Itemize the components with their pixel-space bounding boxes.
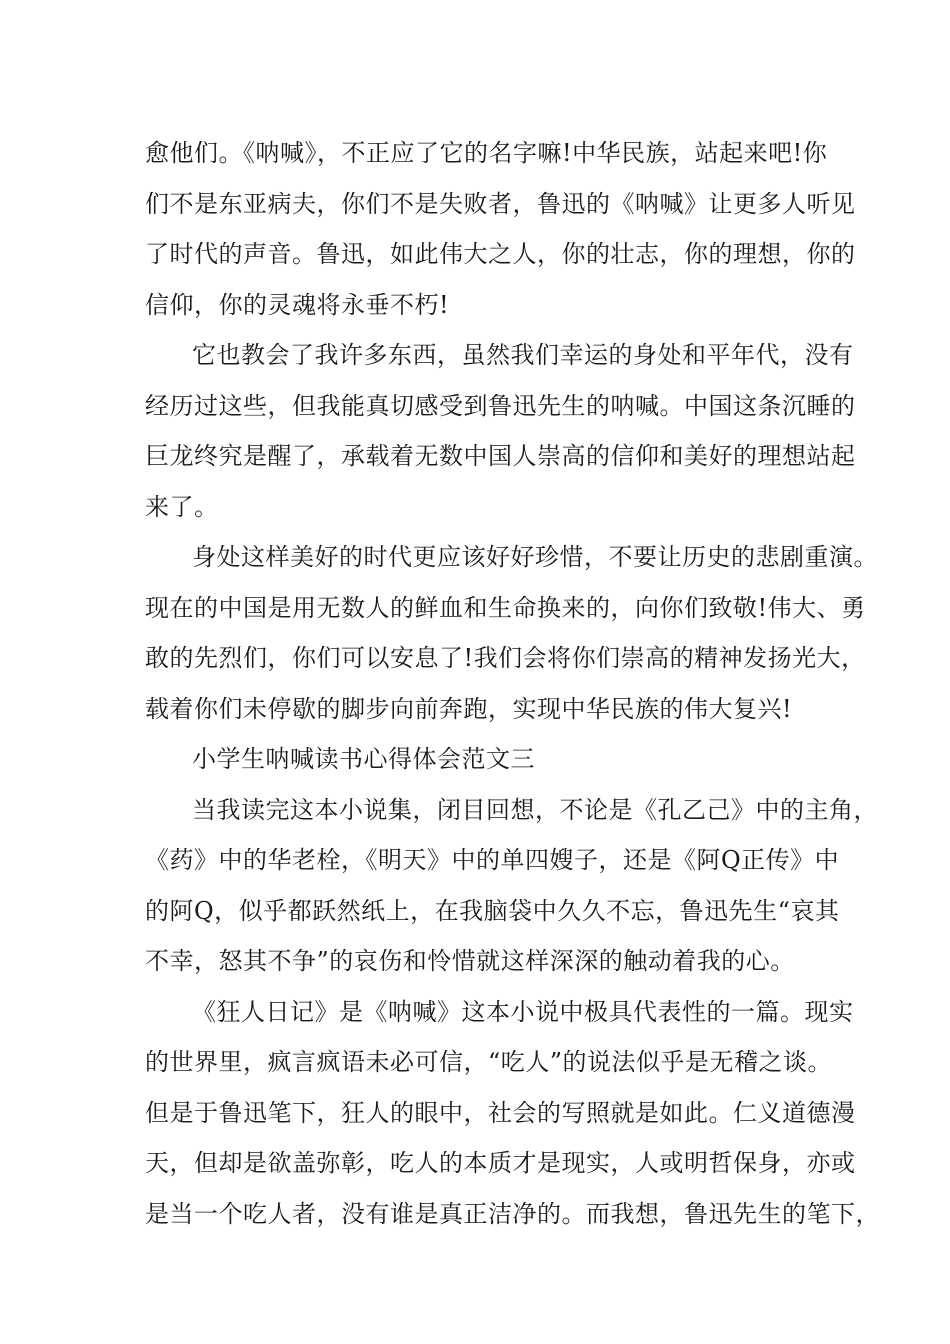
text-line: 天，但却是欲盖弥彰，吃人的本质才是现实，人或明哲保身，亦或 (145, 1149, 856, 1177)
text-line: 敢的先烈们，你们可以安息了!我们会将你们崇高的精神发扬光大， (145, 644, 866, 672)
text-line: 们不是东亚病夫，你们不是失败者，鲁迅的《呐喊》让更多人听见 (145, 189, 856, 218)
text-line: 它也教会了我许多东西，虽然我们幸运的身处和平年代，没有 (192, 341, 854, 369)
text-line: 现在的中国是用无数人的鲜血和生命换来的，向你们致敬!伟大、勇 (145, 593, 866, 622)
text-line: 但是于鲁迅笔下，狂人的眼中，社会的写照就是如此。仁义道德漫 (145, 1098, 856, 1127)
text-line: 载着你们未停歇的脚步向前奔跑，实现中华民族的伟大复兴! (145, 694, 793, 723)
text-line: 经历过这些，但我能真切感受到鲁迅先生的呐喊。中国这条沉睡的 (145, 391, 856, 420)
text-line: 愈他们。《呐喊》，不正应了它的名字嘛!中华民族，站起来吧!你 (145, 139, 828, 167)
text-line: 是当一个吃人者，没有谁是真正洁净的。而我想，鲁迅先生的笔下， (145, 1199, 880, 1228)
text-line: 当我读完这本小说集，闭目回想，不论是《孔乙己》中的主角， (192, 795, 878, 824)
body-text (145, 128, 880, 1239)
text-line: 来了。 (145, 492, 219, 521)
text-line: 巨龙终究是醒了，承载着无数中国人崇高的信仰和美好的理想站起 (145, 442, 856, 470)
text-line: 的世界里，疯言疯语未必可信，“吃人”的说法似乎是无稽之谈。 (145, 1048, 833, 1076)
text-line: 信仰，你的灵魂将永垂不朽! (145, 290, 450, 319)
text-line: 了时代的声音。鲁迅，如此伟大之人，你的壮志，你的理想，你的 (145, 240, 856, 268)
text-line: 《药》中的华老栓，《明天》中的单四嫂子，还是《阿Q正传》中 (145, 846, 840, 874)
text-line: 小学生呐喊读书心得体会范文三 (192, 745, 535, 773)
text-line: 的阿Q，似乎都跃然纸上，在我脑袋中久久不忘，鲁迅先生“哀其 (145, 896, 840, 925)
text-line: 不幸，怒其不争”的哀伤和怜惜就这样深深的触动着我的心。 (145, 947, 795, 975)
text-line: 身处这样美好的时代更应该好好珍惜，不要让历史的悲剧重演。 (192, 543, 878, 571)
text-line: 《狂人日记》是《呐喊》这本小说中极具代表性的一篇。现实 (192, 997, 854, 1026)
